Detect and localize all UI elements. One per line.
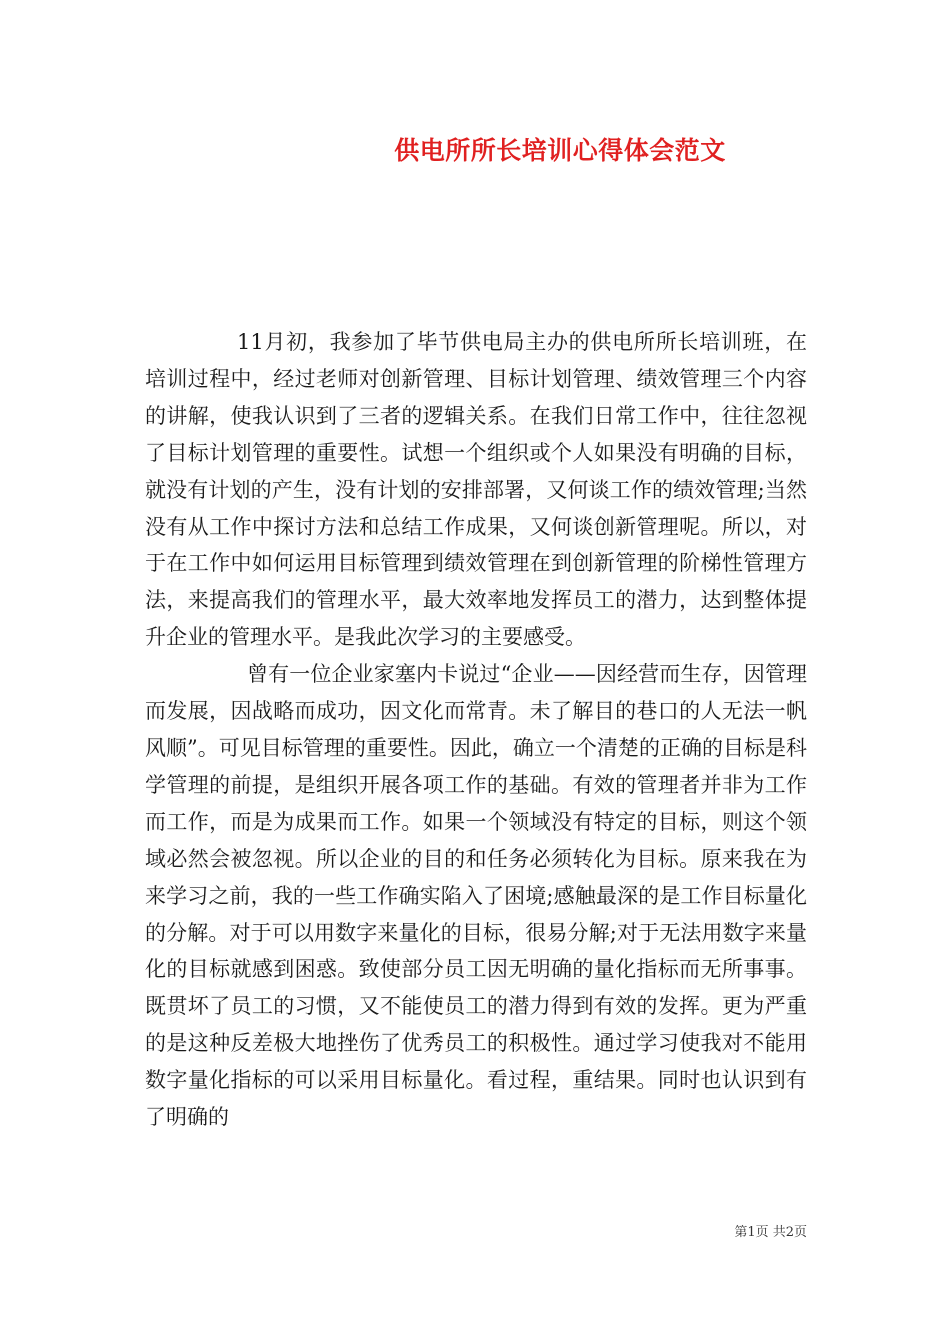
paragraph-1: 11月初，我参加了毕节供电局主办的供电所所长培训班，在培训过程中，经过老师对创新管理、目标计划管理、绩效管理三个内容的讲解，使我认识到了三者的逻辑关系。在我们日常工作中，往往忽视了目标计划管理的重要性。试想一个组织或个人如果没有明确的目标，就没有计划的产生，没有计划的安排部署，又何谈工作的绩效管理;当然没有从工作中探讨方法和总结工作成果，又何谈创新管理呢。所以，对于在工作中如何运用目标管理到绩效管理在到创新管理的阶梯性管理方法，来提高我们的管理水平，最大效率地发挥员工的潜力，达到整体提升企业的管理水平。是我此次学习的主要感受。 xyxy=(145,330,807,650)
page-number-footer: 第1页 共2页 xyxy=(734,1225,807,1240)
document-body xyxy=(145,324,807,1136)
document-title: 供电所所长培训心得体会范文 xyxy=(394,136,726,165)
paragraph-2: 曾有一位企业家塞内卡说过“企业——因经营而生存，因管理而发展，因战略而成功，因文化而常青。未了解目的巷口的人无法一帆风顺”。可见目标管理的重要性。因此，确立一个清楚的正确的目标是科学管理的前提，是组织开展各项工作的基础。有效的管理者并非为工作而工作，而是为成果而工作。如果一个领域没有特定的目标，则这个领域必然会被忽视。所以企业的目的和任务必须转化为目标。原来我在为来学习之前，我的一些工作确实陷入了困境;感触最深的是工作目标量化的分解。对于可以用数字来量化的目标，很易分解;对于无法用数字来量化的目标就感到困惑。致使部分员工因无明确的量化指标而无所事事。既贯坏了员工的习惯，又不能使员工的潜力得到有效的发挥。更为严重的是这种反差极大地挫伤了优秀员工的积极性。通过学习使我对不能用数字量化指标的可以采用目标量化。看过程，重结果。同时也认识到有了明确的 xyxy=(145,662,807,1130)
